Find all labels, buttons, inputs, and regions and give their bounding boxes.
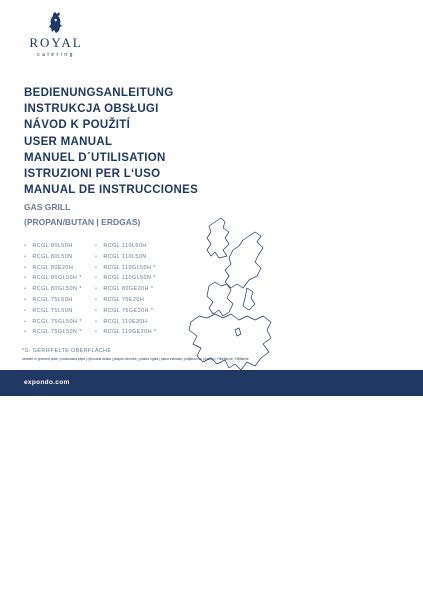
grooved-surface-note: *G: GERIFFELTE OBERFLÄCHE xyxy=(22,348,112,354)
list-item: • RCGL 75GL50H * xyxy=(24,317,82,328)
list-item: • RCGL 80L50N xyxy=(24,252,82,263)
manual-titles xyxy=(24,85,198,198)
brand-logo xyxy=(26,12,86,58)
brand-subtitle: catering xyxy=(37,52,75,58)
lion-crest-icon xyxy=(45,12,67,34)
model-list-left xyxy=(24,241,82,338)
list-item: • RCGL 110GL50N * xyxy=(95,273,156,284)
list-item: • RCGL 80GE20H * xyxy=(95,284,156,295)
product-name: GAS GRILL xyxy=(24,202,71,212)
list-item: • RCGL 75L50H xyxy=(24,295,82,306)
fuel-type: (PROPAN/BUTAN | ERDGAS) xyxy=(24,217,141,227)
list-item: • RCGL 110L50H xyxy=(95,241,156,252)
title-de: BEDIENUNGSANLEITUNG xyxy=(24,87,174,99)
brand-name: ROYAL xyxy=(29,35,83,50)
list-item: • RCGL 110L50N xyxy=(95,252,156,263)
europe-outline-map-icon xyxy=(185,210,275,380)
list-item: • RCGL 110GL50H * xyxy=(95,263,156,274)
title-cz: NÁVOD K POUŽITÍ xyxy=(24,119,131,132)
website-link[interactable]: expondo.com xyxy=(24,379,70,386)
list-item: • RCGL 75GL50N * xyxy=(24,327,82,338)
list-item: • RCGL 80GL50H * xyxy=(24,273,82,284)
note-translations: ramdelt or grooved plate | rowkowana płyta | rýhovaná deska | plaque rainurée | piastra rigata | placa estriada | pofjabocnou plochou | Rillefläche | Rillfläche xyxy=(22,357,249,361)
list-item: • RCGL 75E20H xyxy=(95,295,156,306)
title-en: USER MANUAL xyxy=(24,135,113,148)
title-pl: INSTRUKCJA OBSŁUGI xyxy=(24,103,159,116)
title-fr: MANUEL D´UTILISATION xyxy=(24,151,166,164)
footer-banner xyxy=(0,370,423,396)
title-es: MANUAL DE INSTRUCCIONES xyxy=(24,184,199,197)
list-item: • RCGL 75GE20H * xyxy=(95,306,156,317)
list-item: • RCGL 80E20H xyxy=(24,263,82,274)
list-item: • RCGL 75L50N xyxy=(24,306,82,317)
title-it: ISTRUZIONI PER L‘USO xyxy=(24,168,161,181)
list-item: • RCGL 110E20H xyxy=(95,317,156,328)
list-item: • RCGL 80L50H xyxy=(24,241,82,252)
list-item: • RCGL 80GL50N * xyxy=(24,284,82,295)
model-list-right xyxy=(95,241,156,338)
list-item: • RCGL 110GE20H * xyxy=(95,327,156,338)
